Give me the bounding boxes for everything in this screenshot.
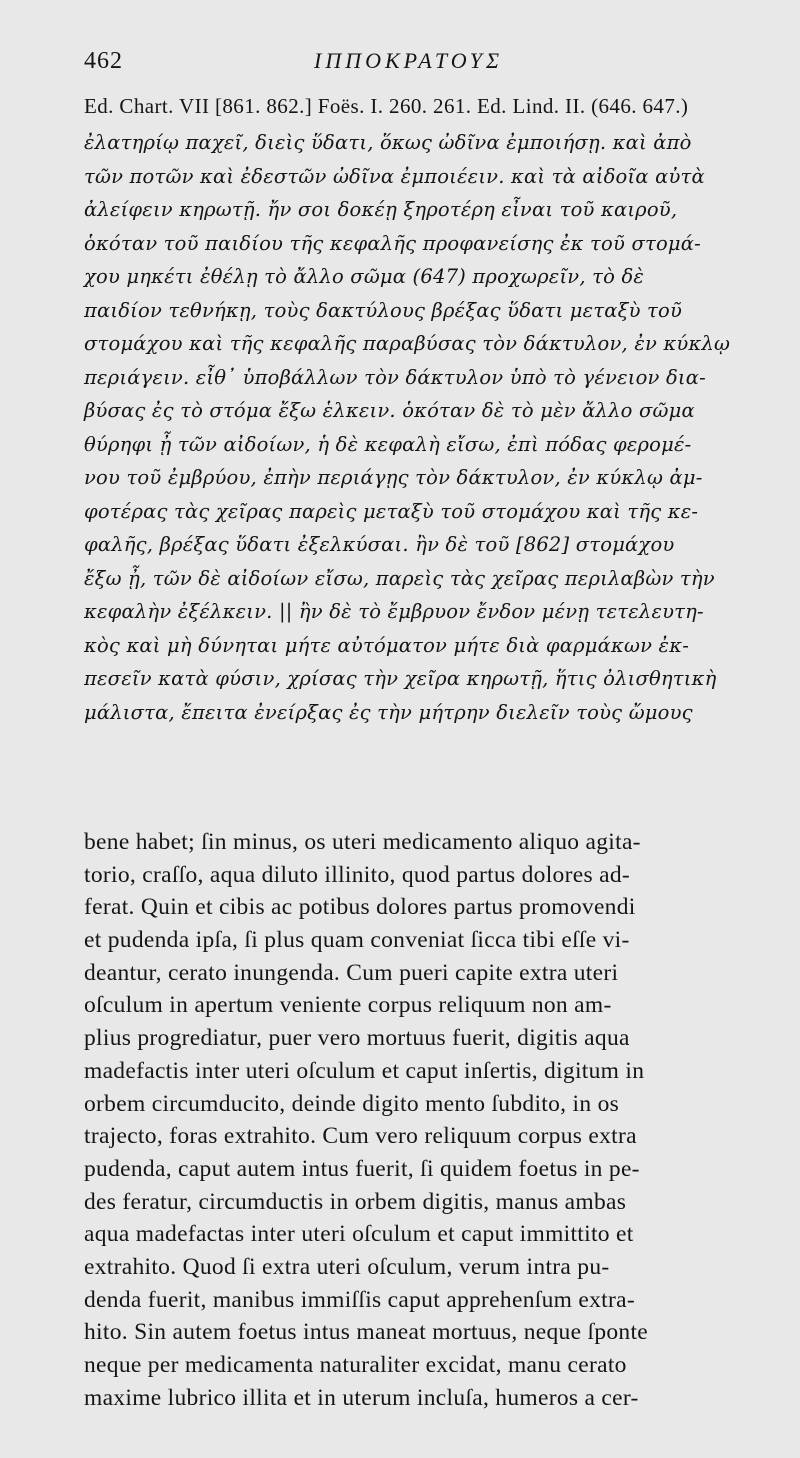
latin-line: maxime lubrico illita et in uterum incluſa, humeros a cer- <box>84 1384 639 1411</box>
latin-line: des feratur, circumductis in orbem digitis, manus ambas <box>84 1188 627 1215</box>
latin-line: plius progrediatur, puer vero mortuus fuerit, digitis aqua <box>84 1025 630 1052</box>
greek-line: χου μηκέτι ἐθέλῃ τὸ ἄλλο σῶμα (647) προχωρεῖν, τὸ δὲ <box>84 265 645 288</box>
latin-text-block <box>84 826 784 1414</box>
latin-line: bene habet; ſin minus, os uteri medicamento aliquo agita- <box>84 829 641 855</box>
greek-line: ἐλατηρίῳ παχεῖ, διεὶς ὕδατι, ὅκως ὠδῖνα ἐμποιήσῃ. καὶ ἀπὸ <box>84 131 692 154</box>
greek-line: φοτέρας τὰς χεῖρας παρεὶς μεταξὺ τοῦ στομάχου καὶ τῆς κε- <box>84 499 699 523</box>
latin-line: extrahito. Quod ſi extra uteri oſculum, verum intra pu- <box>84 1253 610 1280</box>
latin-line: oſculum in apertum veniente corpus reliquum non am- <box>84 992 612 1019</box>
latin-line: ferat. Quin et cibis ac potibus dolores partus promovendi <box>84 894 636 921</box>
latin-line: et pudenda ipſa, ſi plus quam conveniat ſicca tibi eſſe vi- <box>84 927 630 954</box>
greek-line: θύρηφι ᾖ τῶν αἰδοίων, ἡ δὲ κεφαλὴ εἴσω, ἐπὶ πόδας φερομέ- <box>84 432 692 456</box>
latin-line: madefactis inter uteri oſculum et caput inſertis, digitum in <box>84 1057 645 1084</box>
latin-line: deantur, cerato inungenda. Cum pueri capite extra uteri <box>84 959 619 986</box>
greek-line: φαλῆς, βρέξας ὕδατι ἐξελκύσαι. ἢν δὲ τοῦ [862] στομάχου <box>84 533 675 556</box>
latin-line: aqua madefactas inter uteri oſculum et caput immittito et <box>84 1221 634 1248</box>
greek-line: κὸς καὶ μὴ δύνηται μήτε αὐτόματον μήτε διὰ φαρμάκων ἐκ- <box>84 633 689 657</box>
latin-line: denda fuerit, manibus immiſſis caput apprehenſum extra- <box>84 1286 635 1313</box>
edition-reference-line: Ed. Chart. VII [861. 862.] Foës. I. 260. 261. Ed. Lind. II. (646. 647.) <box>84 94 689 118</box>
greek-line: ἀλείφειν κηρωτῇ. ἤν σοι δοκέῃ ξηροτέρη εἶναι τοῦ καιροῦ, <box>84 198 678 221</box>
greek-line: ὁκόταν τοῦ παιδίου τῆς κεφαλῆς προφανείσης ἐκ τοῦ στομά- <box>84 231 701 255</box>
latin-line: pudenda, caput autem intus fuerit, ſi quidem foetus in pe- <box>84 1155 640 1182</box>
greek-line: περιάγειν. εἶθ᾽ ὑποβάλλων τὸν δάκτυλον ὑπὸ τὸ γένειον δια- <box>84 365 706 389</box>
greek-text-block <box>84 126 784 729</box>
latin-line: torio, craſſo, aqua diluto illinito, quod partus dolores ad- <box>84 861 630 888</box>
latin-line: trajecto, foras extrahito. Cum vero reliquum corpus extra <box>84 1123 637 1150</box>
greek-line: στομάχου καὶ τῆς κεφαλῆς παραβύσας τὸν δάκτυλον, ἐν κύκλῳ <box>84 332 731 355</box>
page-number: 462 <box>84 48 123 74</box>
greek-line: ἔξω ᾖ, τῶν δὲ αἰδοίων εἴσω, παρεὶς τὰς χεῖρας περιλαβὼν τὴν <box>84 566 715 590</box>
greek-line: τῶν ποτῶν καὶ ἐδεστῶν ὠδῖνα ἐμποιέειν. καὶ τὰ αἰδοῖα αὐτὰ <box>84 164 705 188</box>
greek-line: πεσεῖν κατὰ φύσιν, χρίσας τὴν χεῖρα κηρωτῇ, ἥτις ὀλισθητικὴ <box>84 667 717 690</box>
greek-line: μάλιστα, ἔπειτα ἐνείρξας ἐς τὴν μήτρην διελεῖν τοὺς ὤμους <box>84 700 693 724</box>
latin-line: neque per medicamenta naturaliter excidat, manu cerato <box>84 1352 627 1378</box>
latin-line: hito. Sin autem foetus intus maneat mortuus, neque ſponte <box>84 1319 649 1346</box>
greek-line: νου τοῦ ἐμβρύου, ἐπὴν περιάγῃς τὸν δάκτυλον, ἐν κύκλῳ ἀμ- <box>84 466 703 489</box>
running-title: ΙΠΠΟΚΡΑΤΟΥΣ <box>314 48 504 73</box>
greek-line: βύσας ἐς τὸ στόμα ἔξω ἑλκειν. ὁκόταν δὲ τὸ μὲν ἄλλο σῶμα <box>84 399 695 422</box>
latin-line: orbem circumducito, deinde digito mento ſubdito, in os <box>84 1090 620 1117</box>
page-header <box>84 46 764 82</box>
greek-line: κεφαλὴν ἐξέλκειν. || ἢν δὲ τὸ ἔμβρυον ἔνδον μένῃ τετελευτη- <box>84 600 704 623</box>
greek-line: παιδίον τεθνήκῃ, τοὺς δακτύλους βρέξας ὕδατι μεταξὺ τοῦ <box>84 298 683 322</box>
